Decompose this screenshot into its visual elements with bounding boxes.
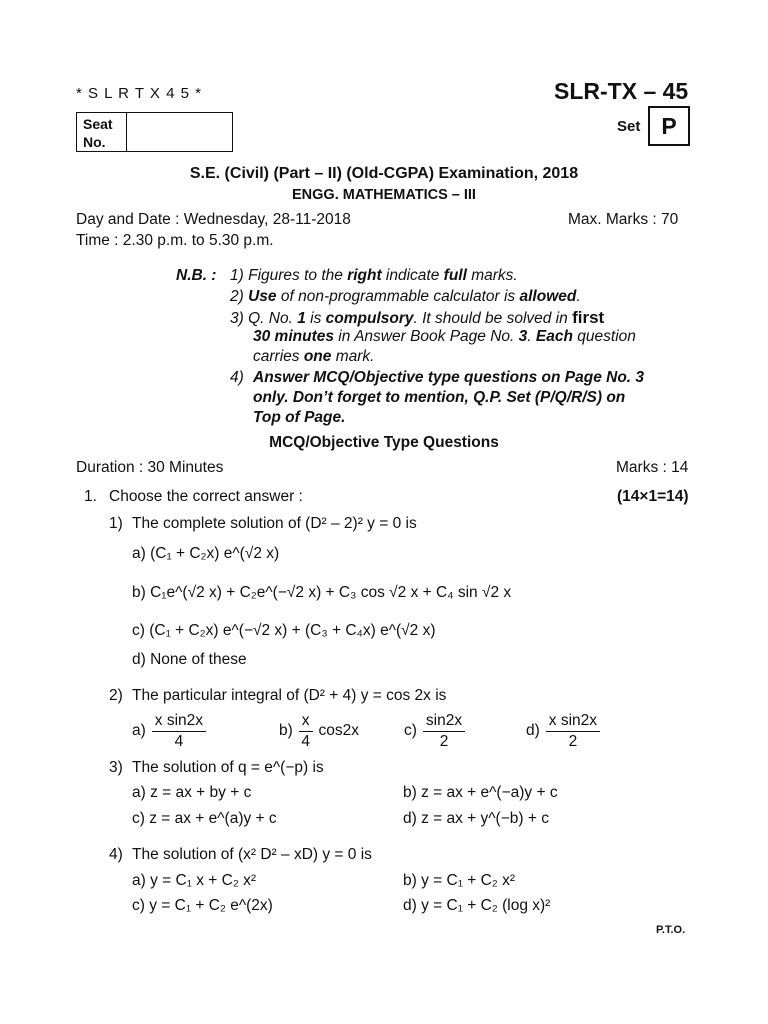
q1-option-a: a) (C₁ + C₂x) e^(√2 x) <box>132 545 280 562</box>
q2-option-b-fraction <box>299 712 313 751</box>
note-3-num: 3) <box>230 310 244 327</box>
note-3-text-e: . It should be solved in <box>413 310 573 327</box>
q2-option-b <box>279 712 359 751</box>
section-marks: Marks : 14 <box>616 459 689 476</box>
note-3-text-n: one <box>303 348 332 365</box>
note-4-num: 4) <box>230 369 244 386</box>
note-4-line3: Top of Page. <box>253 409 346 426</box>
set-value-box: P <box>648 106 690 146</box>
q1-text: The complete solution of (D² – 2)² y = 0 is <box>132 515 417 532</box>
paper-code-left: * S L R T X 4 5 * <box>76 85 202 102</box>
note-2-num: 2) <box>230 288 244 305</box>
note-3-text-c: is <box>305 310 326 327</box>
q2-option-b-numerator: x <box>299 712 313 732</box>
nb-label: N.B. : <box>176 267 217 284</box>
q2-option-d-numerator: x sin2x <box>546 712 600 732</box>
seat-label-cell <box>77 113 127 151</box>
note-3-text-j: . <box>527 328 536 345</box>
q3-option-c: c) z = ax + e^(a)y + c <box>132 810 277 827</box>
q2-option-d-denominator: 2 <box>568 732 578 750</box>
note-3-text-k: Each <box>535 328 573 345</box>
question-main-text: Choose the correct answer : <box>109 488 303 505</box>
question-main-number: 1. <box>84 488 97 505</box>
q2-option-d-fraction <box>546 712 600 751</box>
set-label: Set <box>617 118 641 135</box>
q2-option-b-label: b) <box>279 722 293 740</box>
q2-option-d <box>526 712 600 751</box>
seat-label-line2: No. <box>83 134 106 150</box>
q2-option-c-label: c) <box>404 722 417 740</box>
pto-footer: P.T.O. <box>656 924 686 936</box>
note-3-line2 <box>253 328 636 346</box>
q2-option-a-label: a) <box>132 722 146 740</box>
note-1-text-d: full <box>443 267 467 284</box>
note-3-text-d: compulsory <box>325 310 414 327</box>
note-4-line1: Answer MCQ/Objective type questions on Page No. 3 <box>253 369 645 386</box>
note-1-text-a: Figures to the <box>248 267 348 284</box>
note-2 <box>230 288 581 306</box>
q2-option-c-fraction <box>423 712 465 751</box>
q4-text: The solution of (x² D² – xD) y = 0 is <box>132 846 372 863</box>
note-3-text-a: Q. No. <box>248 310 298 327</box>
note-4-line2: only. Don’t forget to mention, Q.P. Set (P/Q/R/S) on <box>253 389 626 406</box>
q2-option-c-numerator: sin2x <box>423 712 465 732</box>
seat-number-box <box>76 112 233 152</box>
day-date: Day and Date : Wednesday, 28-11-2018 <box>76 211 351 228</box>
note-3-text-i: 3 <box>518 328 528 345</box>
note-1-num: 1) <box>230 267 244 284</box>
q2-option-a <box>132 712 206 751</box>
note-3-text-b: 1 <box>297 310 306 327</box>
q3-number: 3) <box>109 759 123 776</box>
note-3-text-o: mark. <box>331 348 375 365</box>
note-3-text-f: first <box>572 308 605 327</box>
question-main-marks: (14×1=14) <box>617 488 689 505</box>
note-2-text-c: allowed <box>519 288 577 305</box>
q4-number: 4) <box>109 846 123 863</box>
section-heading: MCQ/Objective Type Questions <box>269 434 499 451</box>
exam-time: Time : 2.30 p.m. to 5.30 p.m. <box>76 232 274 249</box>
q3-option-d: d) z = ax + y^(−b) + c <box>403 810 549 827</box>
q4-option-b: b) y = C₁ + C₂ x² <box>403 872 516 889</box>
q2-option-a-numerator: x sin2x <box>152 712 206 732</box>
q4-option-c: c) y = C₁ + C₂ e^(2x) <box>132 897 273 914</box>
paper-code-right: SLR-TX – 45 <box>554 78 689 104</box>
q1-option-b: b) C₁e^(√2 x) + C₂e^(−√2 x) + C₃ cos √2 x + C₄ sin √2 x <box>132 584 512 601</box>
q4-option-a: a) y = C₁ x + C₂ x² <box>132 872 257 889</box>
q2-option-c-denominator: 2 <box>439 732 449 750</box>
q1-option-d: d) None of these <box>132 651 247 668</box>
q3-option-a: a) z = ax + by + c <box>132 784 252 801</box>
note-3-line3 <box>253 348 374 366</box>
note-3-text-h: in Answer Book Page No. <box>333 328 519 345</box>
note-3-text-g: 30 minutes <box>253 328 334 345</box>
q2-option-d-label: d) <box>526 722 540 740</box>
note-1 <box>230 267 518 285</box>
exam-subject: ENGG. MATHEMATICS – III <box>292 187 476 203</box>
note-3-line1 <box>230 308 604 328</box>
q2-number: 2) <box>109 687 123 704</box>
q2-option-a-fraction <box>152 712 206 751</box>
q2-option-a-denominator: 4 <box>174 732 184 750</box>
q3-text: The solution of q = e^(−p) is <box>132 759 324 776</box>
q2-option-b-tail: cos2x <box>318 722 360 740</box>
max-marks: Max. Marks : 70 <box>568 211 679 228</box>
duration: Duration : 30 Minutes <box>76 459 224 476</box>
seat-label-line1: Seat <box>83 116 113 132</box>
note-1-text-b: right <box>347 267 382 284</box>
q2-option-c <box>404 712 465 751</box>
q1-number: 1) <box>109 515 123 532</box>
q4-option-d: d) y = C₁ + C₂ (log x)² <box>403 897 551 914</box>
q1-option-c: c) (C₁ + C₂x) e^(−√2 x) + (C₃ + C₄x) e^(√2 x) <box>132 622 436 639</box>
q3-option-b: b) z = ax + e^(−a)y + c <box>403 784 558 801</box>
exam-title: S.E. (Civil) (Part – II) (Old-CGPA) Examination, 2018 <box>189 165 579 182</box>
note-3-text-m: carries <box>253 348 304 365</box>
note-1-text-e: marks. <box>466 267 518 284</box>
note-2-text-b: of non-programmable calculator is <box>276 288 520 305</box>
note-1-text-c: indicate <box>381 267 444 284</box>
note-2-text-a: Use <box>248 288 277 305</box>
q2-text: The particular integral of (D² + 4) y = cos 2x is <box>132 687 447 704</box>
q2-option-b-denominator: 4 <box>301 732 310 750</box>
note-2-text-d: . <box>576 288 581 305</box>
note-3-text-l: question <box>572 328 636 345</box>
